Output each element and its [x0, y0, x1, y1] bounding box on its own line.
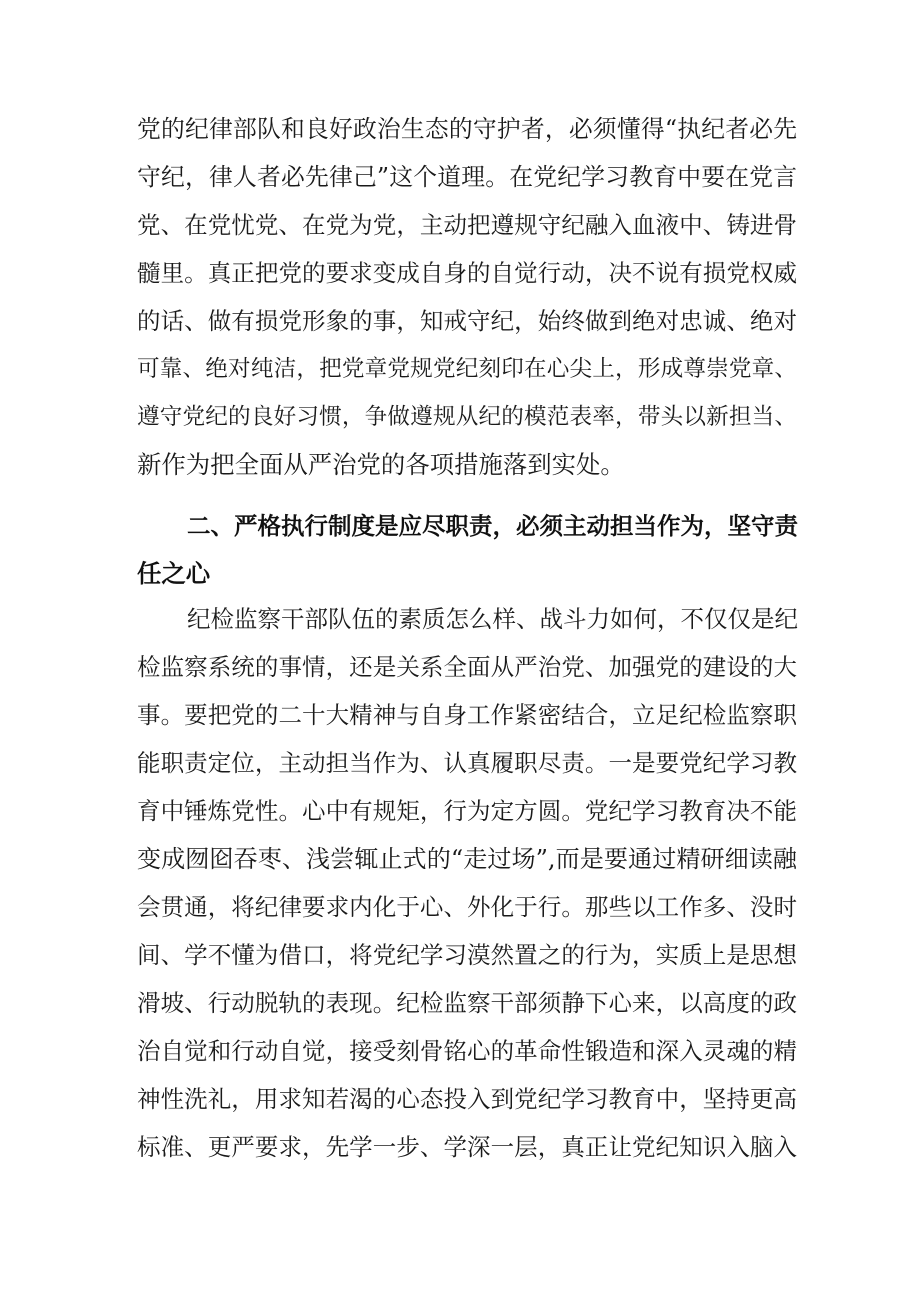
paragraph-1-line-5: 的话、做有损党形象的事，知戒守纪，始终做到绝对忠诚、绝对 — [137, 307, 797, 335]
paragraph-2-line-10: 治自觉和行动自觉，接受刻骨铭心的革命性锻造和深入灵魂的精 — [137, 1037, 797, 1065]
paragraph-2-line-2: 检监察系统的事情，还是关系全面从严治党、加强党的建设的大 — [137, 653, 797, 681]
paragraph-2-line-11: 神性洗礼，用求知若渴的心态投入到党纪学习教育中，坚持更高 — [137, 1085, 797, 1113]
paragraph-2-line-8: 间、学不懂为借口，将党纪学习漠然置之的行为，实质上是思想 — [137, 941, 797, 969]
paragraph-1-line-8: 新作为把全面从严治党的各项措施落到实处。 — [137, 450, 625, 479]
paragraph-1-line-2: 守纪，律人者必先律己”这个道理。在党纪学习教育中要在党言 — [137, 163, 797, 191]
section-heading-line-2: 任之心 — [137, 559, 211, 588]
paragraph-2-line-6: 变成囫囵吞枣、浅尝辄止式的“走过场”,而是要通过精研细读融 — [137, 845, 797, 873]
section-heading-line-1: 二、严格执行制度是应尽职责，必须主动担当作为，坚守责 — [187, 512, 798, 540]
paragraph-2-line-12: 标准、更严要求，先学一步、学深一层，真正让党纪知识入脑入 — [137, 1133, 797, 1161]
paragraph-2-line-4: 能职责定位，主动担当作为、认真履职尽责。一是要党纪学习教 — [137, 749, 797, 777]
paragraph-2-line-5: 育中锤炼党性。心中有规矩，行为定方圆。党纪学习教育决不能 — [137, 797, 797, 825]
paragraph-1-line-3: 党、在党忧党、在党为党，主动把遵规守纪融入血液中、铸进骨 — [137, 211, 797, 239]
paragraph-2-line-9: 滑坡、行动脱轨的表现。纪检监察干部须静下心来，以高度的政 — [137, 989, 797, 1017]
paragraph-2-line-3: 事。要把党的二十大精神与自身工作紧密结合，立足纪检监察职 — [137, 701, 797, 729]
paragraph-1-line-7: 遵守党纪的良好习惯，争做遵规从纪的模范表率，带头以新担当、 — [137, 404, 797, 430]
paragraph-1-line-6: 可靠、绝对纯洁，把党章党规党纪刻印在心尖上，形成尊崇党章、 — [137, 356, 797, 382]
paragraph-1-line-1: 党的纪律部队和良好政治生态的守护者，必须懂得“执纪者必先 — [137, 115, 797, 143]
paragraph-1-line-4: 髓里。真正把党的要求变成自身的自觉行动，决不说有损党权威 — [137, 259, 797, 287]
paragraph-2-line-7: 会贯通，将纪律要求内化于心、外化于行。那些以工作多、没时 — [137, 893, 797, 921]
paragraph-2-line-1: 纪检监察干部队伍的素质怎么样、战斗力如何，不仅仅是纪 — [187, 605, 798, 633]
